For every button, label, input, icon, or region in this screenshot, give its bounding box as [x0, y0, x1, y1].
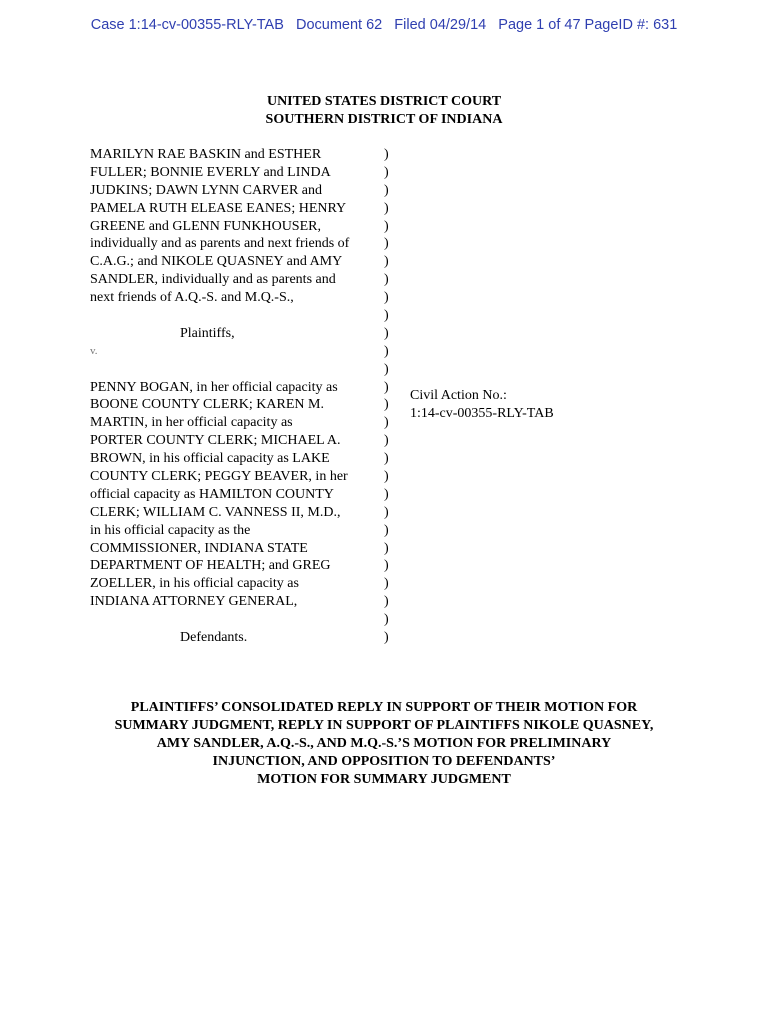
caption-paren: ) — [384, 576, 389, 592]
caption-paren: ) — [384, 469, 389, 485]
caption-paren: ) — [384, 486, 389, 502]
caption-line: DEPARTMENT OF HEALTH; and GREG — [90, 558, 331, 574]
title-line: MOTION FOR SUMMARY JUDGMENT — [257, 772, 511, 787]
caption-line: official capacity as HAMILTON COUNTY — [90, 486, 334, 502]
caption-blank-line — [90, 611, 380, 629]
caption-paren: ) — [384, 325, 389, 341]
caption-line: JUDKINS; DAWN LYNN CARVER and — [90, 182, 323, 198]
caption-line: C.A.G.; and NIKOLE QUASNEY and AMY — [90, 254, 343, 270]
civil-action-label: Civil Action No.: — [410, 388, 507, 403]
caption-paren: ) — [384, 594, 389, 610]
caption-line: SANDLER, individually and as parents and — [90, 272, 336, 288]
caption-line: MARILYN RAE BASKIN and ESTHER — [90, 147, 322, 162]
case-header-stamp: Case 1:14-cv-00355-RLY-TAB Document 62 Filed 04/29/14 Page 1 of 47 PageID #: 631 — [90, 17, 678, 33]
caption-line: FULLER; BONNIE EVERLY and LINDA — [90, 164, 331, 180]
caption-line: INDIANA ATTORNEY GENERAL, — [90, 594, 298, 610]
caption-paren: ) — [384, 433, 389, 449]
caption-line: COMMISSIONER, INDIANA STATE — [90, 540, 308, 556]
caption-paren: ) — [384, 540, 389, 556]
caption-line: individually and as parents and next friends of — [90, 236, 350, 252]
caption-blank-line — [90, 307, 380, 325]
title-line: AMY SANDLER, A.Q.-S., AND M.Q.-S.’S MOTION FOR PRELIMINARY — [156, 736, 612, 751]
court-name: UNITED STATES DISTRICT COURT — [266, 94, 502, 109]
civil-action-block — [410, 387, 554, 423]
caption-line: ZOELLER, in his official capacity as — [90, 576, 299, 592]
court-heading — [0, 93, 768, 129]
versus-label: v. — [90, 344, 98, 357]
caption-paren-column — [384, 146, 394, 647]
caption-paren: ) — [384, 415, 389, 431]
caption-paren: ) — [384, 182, 389, 198]
caption-paren: ) — [384, 504, 389, 520]
caption-paren: ) — [384, 451, 389, 467]
caption-paren: ) — [384, 290, 389, 306]
caption-paren: ) — [384, 522, 389, 538]
document-title — [0, 699, 768, 789]
title-line: SUMMARY JUDGMENT, REPLY IN SUPPORT OF PLAINTIFFS NIKOLE QUASNEY, — [114, 718, 654, 733]
caption-line: PENNY BOGAN, in her official capacity as — [90, 379, 338, 395]
caption-paren: ) — [384, 200, 389, 216]
case-caption-parties — [90, 146, 380, 647]
caption-line: next friends of A.Q.-S. and M.Q.-S., — [90, 290, 294, 306]
court-district: SOUTHERN DISTRICT OF INDIANA — [265, 112, 503, 127]
caption-paren: ) — [384, 218, 389, 234]
plaintiffs-label: Plaintiffs, — [180, 325, 235, 341]
caption-paren: ) — [384, 254, 389, 270]
caption-line: MARTIN, in her official capacity as — [90, 415, 293, 431]
caption-paren: ) — [384, 558, 389, 574]
caption-paren: ) — [384, 361, 389, 377]
civil-action-number: 1:14-cv-00355-RLY-TAB — [410, 406, 554, 421]
caption-paren: ) — [384, 147, 389, 162]
title-line: INJUNCTION, AND OPPOSITION TO DEFENDANTS’ — [212, 754, 556, 769]
caption-line: in his official capacity as the — [90, 522, 251, 538]
caption-line: BROWN, in his official capacity as LAKE — [90, 451, 330, 467]
caption-paren: ) — [384, 379, 389, 395]
caption-line: CLERK; WILLIAM C. VANNESS II, M.D., — [90, 504, 341, 520]
caption-line: PAMELA RUTH ELEASE EANES; HENRY — [90, 200, 347, 216]
caption-line: GREENE and GLENN FUNKHOUSER, — [90, 218, 321, 234]
caption-paren: ) — [384, 630, 389, 646]
title-line: PLAINTIFFS’ CONSOLIDATED REPLY IN SUPPORT OF THEIR MOTION FOR — [130, 700, 638, 715]
caption-line: COUNTY CLERK; PEGGY BEAVER, in her — [90, 469, 348, 485]
caption-paren: ) — [384, 612, 389, 628]
caption-paren: ) — [384, 272, 389, 288]
caption-paren: ) — [384, 308, 389, 324]
caption-paren: ) — [384, 236, 389, 252]
caption-line: PORTER COUNTY CLERK; MICHAEL A. — [90, 433, 341, 449]
caption-paren: ) — [384, 164, 389, 180]
caption-blank-line — [90, 361, 380, 379]
caption-paren: ) — [384, 397, 389, 413]
defendants-label: Defendants. — [180, 630, 248, 646]
caption-paren: ) — [384, 343, 389, 359]
caption-line: BOONE COUNTY CLERK; KAREN M. — [90, 397, 324, 413]
